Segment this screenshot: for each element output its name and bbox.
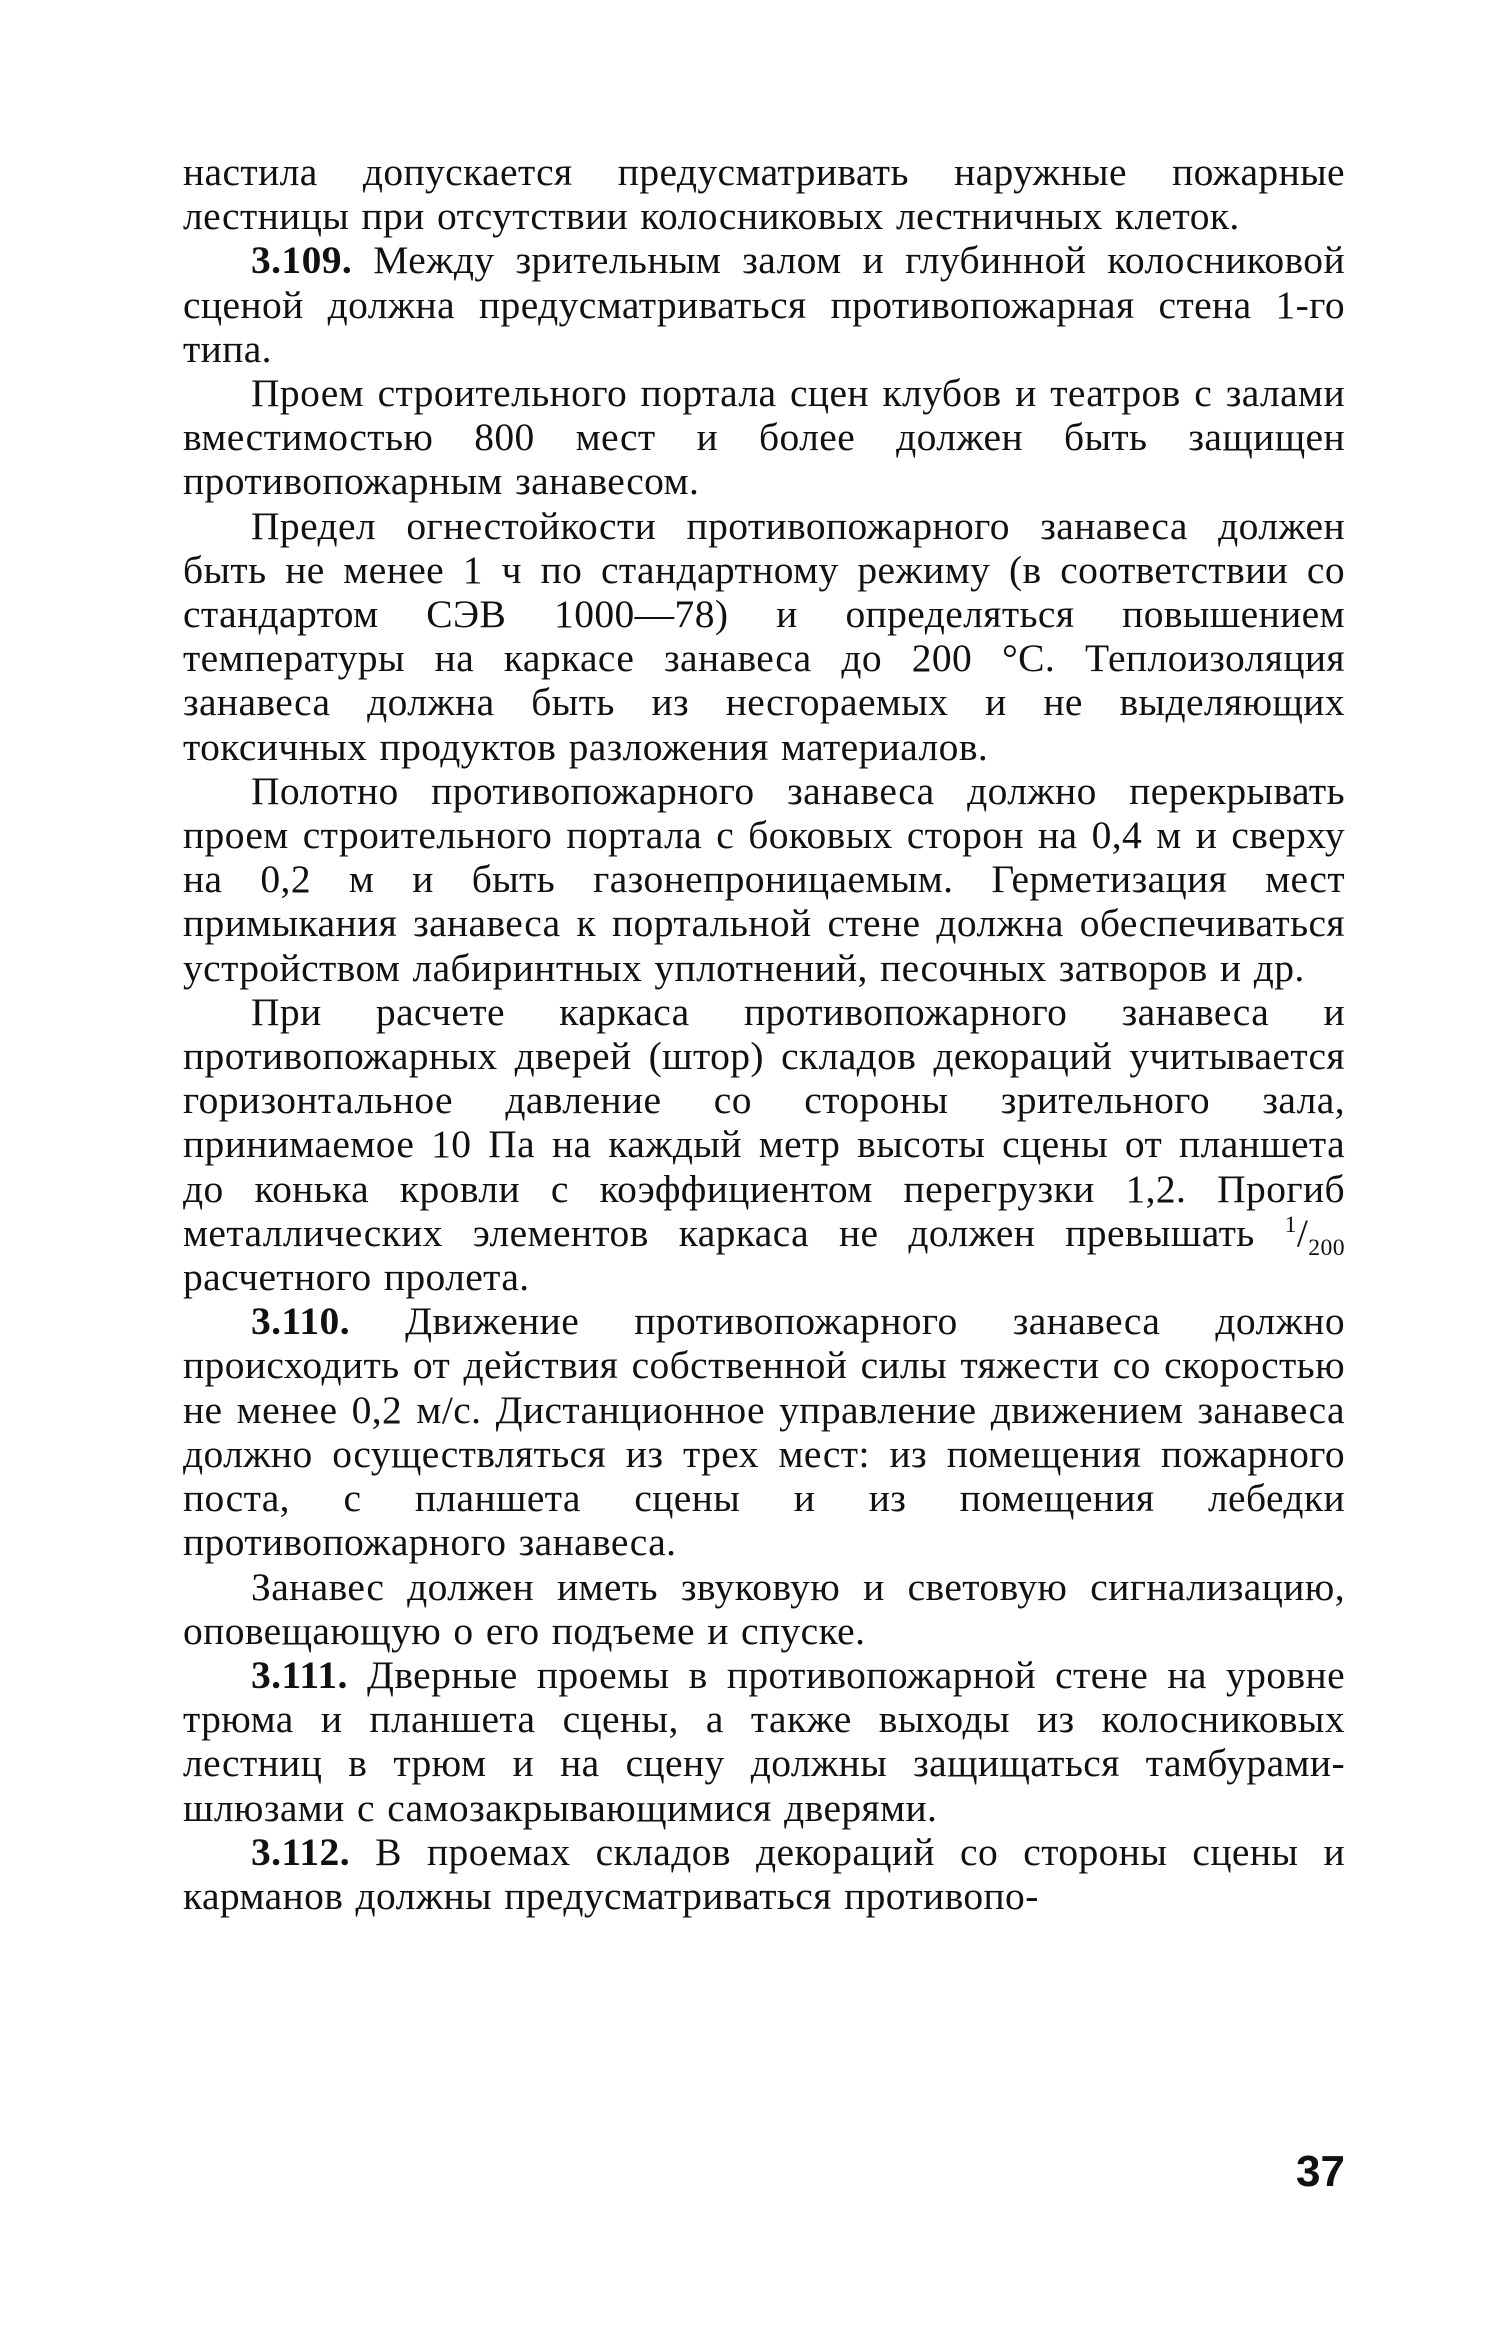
paragraph-text: настила допускается предусматривать наружные пожарные лестницы при отсутствии колосниковых лестничных клеток.: [183, 150, 1345, 239]
paragraph-3-111: [183, 1653, 1345, 1830]
paragraph-text: Занавес должен иметь звуковую и световую сигнализацию, оповещающую о его подъеме и спуске.: [183, 1564, 1345, 1653]
paragraph-3-110: [183, 1299, 1345, 1564]
paragraph-text: Между зрительным залом и глубинной колосниковой сценой должна предусматриваться противопожарная стена 1-го типа.: [183, 238, 1345, 371]
paragraph-3-109: [183, 238, 1345, 371]
clause-number: 3.110.: [251, 1299, 350, 1344]
fraction-numerator: 1: [1284, 1211, 1297, 1238]
paragraph-text: В проемах складов декораций со стороны сцены и карманов должны предусматриваться противопо-: [183, 1829, 1345, 1918]
clause-number: 3.111.: [251, 1652, 348, 1697]
paragraph-portal-curtain: [183, 371, 1345, 504]
paragraph-tail: расчетного пролета.: [183, 1255, 530, 1300]
paragraph-text: При расчете каркаса противопожарного занавеса и противопожарных дверей (штор) складов декораций учитывается горизонтальное давление со стороны зрительного зала, принимаемое 10 Па на каждый метр высоты сцены от планшета до конька кровли с коэффициентом перегрузки 1,2. Прогиб металлических элементов каркаса не должен превышать: [183, 989, 1345, 1255]
paragraph-signaling: [183, 1565, 1345, 1653]
paragraph-curtain-overlap: [183, 769, 1345, 990]
paragraph-text: Полотно противопожарного занавеса должно перекрывать проем строительного портала с боковых сторон на 0,4 м и сверху на 0,2 м и быть газонепроницаемым. Герметизация мест примыкания занавеса к портальной стене должна обеспечиваться устройством лабиринтных уплотнений, песочных затворов и др.: [183, 768, 1345, 990]
fraction: $^1/_{200}$: [1284, 1210, 1345, 1261]
fraction-denominator: 200: [1308, 1234, 1345, 1261]
paragraph-text: Предел огнестойкости противопожарного занавеса должен быть не менее 1 ч по стандартному режиму (в соответствии со стандартом СЭВ 1000—78) и определяться повышением температуры на каркасе занавеса до 200 °С. Теплоизоляция занавеса должна быть из несгораемых и не выделяющих токсичных продуктов разложения материалов.: [183, 503, 1345, 769]
page-number: 37: [1296, 2147, 1345, 2196]
paragraph-text: Проем строительного портала сцен клубов и театров с залами вместимостью 800 мест и более должен быть защищен противопожарным занавесом.: [183, 371, 1345, 504]
paragraph-frame-calculation: [183, 990, 1345, 1299]
clause-number: 3.109.: [251, 238, 353, 283]
body-text: [183, 150, 1345, 1918]
clause-number: 3.112.: [251, 1829, 350, 1874]
paragraph-fire-resistance: [183, 504, 1345, 769]
paragraph-3-112: [183, 1830, 1345, 1918]
paragraph-text: Движение противопожарного занавеса должно происходить от действия собственной силы тяжести со скоростью не менее 0,2 м/с. Дистанционное управление движением занавеса должно осуществляться из трех мест: из помещения пожарного поста, с планшета сцены и из помещения лебедки противопожарного занавеса.: [183, 1299, 1345, 1565]
paragraph-continuation: [183, 150, 1345, 238]
paragraph-text: Дверные проемы в противопожарной стене на уровне трюма и планшета сцены, а также выходы из колосниковых лестниц в трюм и на сцену должны защищаться тамбурами-шлюзами с самозакрывающимися дверями.: [183, 1652, 1345, 1830]
